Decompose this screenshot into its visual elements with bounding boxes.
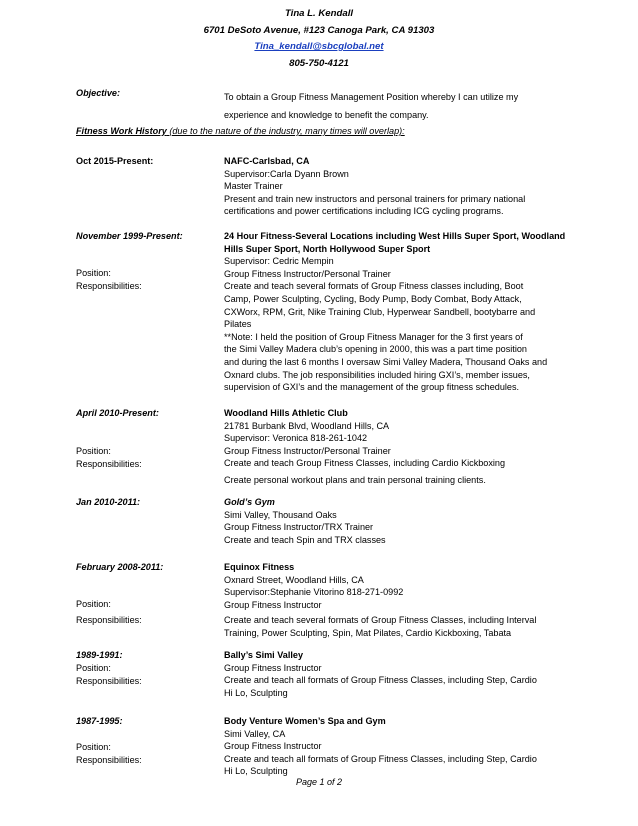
job-resp-line: Create and teach Group Fitness Classes, including Cardio Kickboxing [224,458,506,469]
job-resp-line: supervision of GXI’s and the management of the group fitness schedules. [224,382,520,393]
job-dates: February 2008-2011: [76,562,164,572]
job-resp-line: Training, Power Sculpting, Spin, Mat Pilates, Cardio Kickboxing, Tabata [224,627,512,638]
job-employer: Equinox Fitness [224,562,295,572]
job-position: Group Fitness Instructor [224,662,322,673]
email-link[interactable]: Tina_kendall@sbcglobal.net [254,41,384,52]
job-resp-line: **Note: I held the position of Group Fitness Manager for the 3 first years of [224,331,523,342]
job-resp-line: and during the last 6 months I oversaw Simi Valley Madera, Thousand Oaks and [224,356,548,367]
job-dates: Oct 2015-Present: [76,156,154,166]
history-note: (due to the nature of the industry, many times will overlap): [166,126,405,136]
job-employer: NAFC-Carlsbad, CA [224,156,310,166]
responsibilities-label: Responsibilities: [76,459,142,469]
job-employer: Hills Super Sport, North Hollywood Super Sport [224,243,431,254]
job-employer: Woodland Hills Athletic Club [224,408,348,418]
objective-label: Objective: [76,88,120,98]
job-position: Group Fitness Instructor [224,599,322,610]
job-resp-line: Create and teach several formats of Group Fitness classes including, Boot [224,281,524,292]
job-position: Group Fitness Instructor/Personal Trainer [224,268,391,279]
responsibilities-label: Responsibilities: [76,755,142,765]
job-employer: Body Venture Women’s Spa and Gym [224,716,386,726]
job-dates: November 1999-Present: [76,231,183,241]
job-resp-line: Create and teach several formats of Group Fitness Classes, including Interval [224,615,537,626]
position-label: Position: [76,599,111,609]
position-label: Position: [76,446,111,456]
candidate-phone: 805-750-4121 [289,58,349,69]
job-line: certifications and power certifications including ICG cycling programs. [224,206,504,217]
job-entry-24hour [224,230,574,394]
candidate-name: Tina L. Kendall [284,8,354,19]
job-address: Simi Valley, CA [224,728,286,739]
job-position: Group Fitness Instructor [224,741,322,752]
job-entry-equinox [224,561,574,640]
job-entry-golds [224,496,574,546]
email-row [0,41,638,52]
job-resp-line: Hi Lo, Sculpting [224,687,288,698]
job-dates: 1989-1991: [76,650,123,660]
job-employer: 24 Hour Fitness-Several Locations including West Hills Super Sport, Woodland [224,231,566,241]
job-line: Simi Valley, Thousand Oaks [224,509,337,520]
job-entry-bodyventure [224,715,574,778]
position-label: Position: [76,742,111,752]
fitness-history-heading [76,126,576,136]
job-supervisor: Supervisor: Veronica 818-261-1042 [224,433,368,444]
job-dates: April 2010-Present: [76,408,159,418]
objective-text [224,88,564,124]
job-address: Oxnard Street, Woodland Hills, CA [224,574,364,585]
job-line: Supervisor:Carla Dyann Brown [224,168,349,179]
responsibilities-label: Responsibilities: [76,676,142,686]
responsibilities-label: Responsibilities: [76,615,142,625]
objective-line: experience and knowledge to benefit the company. [224,110,429,120]
history-title: Fitness Work History [76,126,167,136]
job-line: Group Fitness Instructor/TRX Trainer [224,522,374,533]
job-resp-line: Oxnard clubs. The job responsibilities included hiring GXI’s, member issues, [224,369,530,380]
job-resp-line: Create personal workout plans and train personal training clients. [224,474,486,485]
job-line: Present and train new instructors and personal trainers for primary national [224,193,526,204]
candidate-address: 6701 DeSoto Avenue, #123 Canoga Park, CA 91303 [203,25,435,36]
job-resp-line: Camp, Power Sculpting, Cycling, Body Pump, Body Combat, Body Attack, [224,293,522,304]
job-resp-line: CXWorx, RPM, Grit, Nike Training Club, Hyperwear Sandbell, bootybarre and [224,306,536,317]
job-position: Group Fitness Instructor/Personal Trainer [224,445,391,456]
position-label: Position: [76,663,111,673]
job-resp-line: Pilates [224,319,252,330]
job-resp-line: the Simi Valley Madera club’s opening in 2000, this was a part time position [224,344,527,355]
job-entry-nafc [224,155,574,218]
job-dates: Jan 2010-2011: [76,497,141,507]
job-employer: Gold’s Gym [224,497,275,507]
job-line: Create and teach Spin and TRX classes [224,534,386,545]
objective-line: To obtain a Group Fitness Management Position whereby I can utilize my [224,92,519,102]
job-address: 21781 Burbank Blvd, Woodland Hills, CA [224,420,390,431]
job-employer: Bally’s Simi Valley [224,650,304,660]
job-resp-line: Hi Lo, Sculpting [224,766,288,777]
job-resp-line: Create and teach all formats of Group Fitness Classes, including Step, Cardio [224,753,537,764]
responsibilities-label: Responsibilities: [76,281,142,291]
job-line: Master Trainer [224,181,283,192]
job-entry-ballys [224,649,574,699]
position-label: Position: [76,268,111,278]
job-resp-line: Create and teach all formats of Group Fitness Classes, including Step, Cardio [224,675,537,686]
job-entry-whac [224,407,574,487]
job-supervisor: Supervisor: Cedric Mempin [224,256,334,267]
job-dates: 1987-1995: [76,716,123,726]
job-supervisor: Supervisor:Stephanie Vitorino 818-271-0992 [224,587,404,598]
page-number: Page 1 of 2 [295,777,343,787]
